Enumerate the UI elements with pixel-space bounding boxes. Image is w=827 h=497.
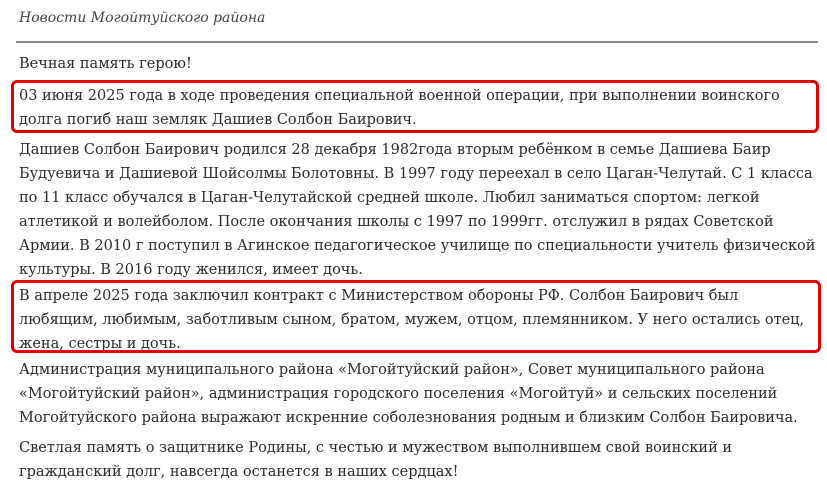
article-title: Вечная память герою!: [19, 56, 192, 72]
highlight-box-death-notice: [11, 80, 819, 133]
highlight-box-contract: [11, 280, 821, 353]
paragraph-condolences: Администрация муниципального района «Могойтуйский район», Совет муниципального района «Могойтуйский район», администрация городского поселения «Могойтуй» и сельских поселений Могойтуйского района выражают искренние соболезнования родным и близким Солбон Баировича.: [19, 362, 798, 426]
source-title: Новости Могойтуйского района: [19, 10, 266, 26]
paragraph-biography: Дашиев Солбон Баирович родился 28 декабря 1982года вторым ребёнком в семье Дашиева Баир Будуевича и Дашиевой Шойсолмы Болотовны. В 1997 году переехал в село Цаган-Челутай. С 1 класса по 11 класс обучался в Цаган-Челутайской средней школе. Любил заниматься спортом: легкой атлетикой и волейболом. После окончания школы с 1997 по 1999гг. отслужил в рядах Советской Армии. В 2010 г поступил в Агинское педагогическое училище по специальности учитель физической культуры. В 2016 году женился, имеет дочь.: [19, 142, 816, 278]
header-divider: [16, 41, 818, 43]
paragraph-memory: Светлая память о защитнике Родины, с честью и мужеством выполнившем свой воинский и гражданский долг, навсегда останется в наших сердцах!: [19, 440, 733, 480]
paragraph-death-notice: 03 июня 2025 года в ходе проведения специальной военной операции, при выполнении воинского долга погиб наш земляк Дашиев Солбон Баирович.: [19, 88, 780, 128]
paragraph-contract: В апреле 2025 года заключил контракт с Министерством обороны РФ. Солбон Баирович был любящим, любимым, заботливым сыном, братом, мужем, отцом, племянником. У него остались отец, жена, сестры и дочь.: [19, 288, 805, 352]
